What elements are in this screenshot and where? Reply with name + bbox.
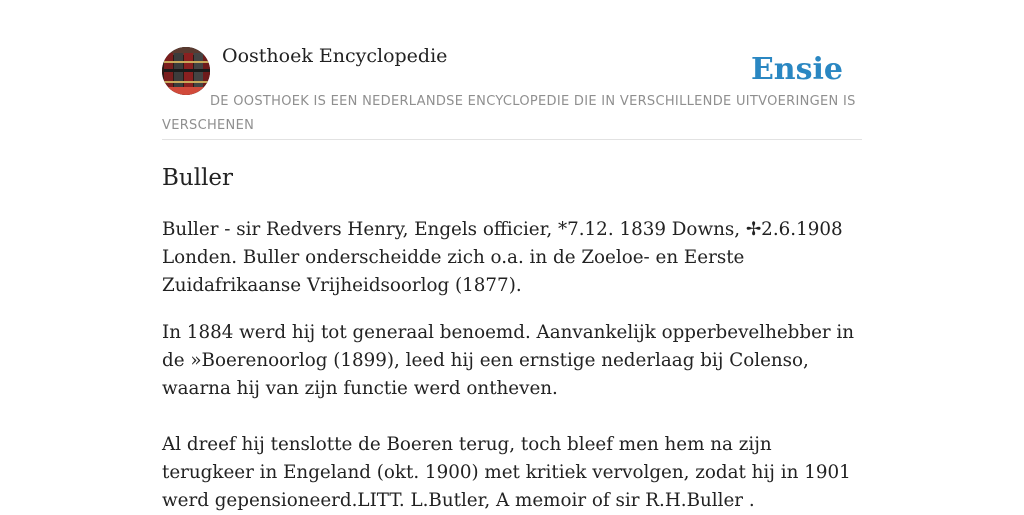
ensie-logo[interactable]: Ensie: [750, 52, 843, 87]
article-title: Buller: [162, 165, 234, 191]
article-paragraph: In 1884 werd hij tot generaal benoemd. Aanvankelijk opperbevelhebber in de »Boerenoorlog (1899), leed hij een ernstige nederlaag bij Colenso, waarna hij van zijn functie werd ontheven.: [162, 322, 855, 399]
source-tagline: DE OOSTHOEK IS EEN NEDERLANDSE ENCYCLOPEDIE DIE IN VERSCHILLENDE UITVOERINGEN IS VERSCHENEN: [162, 94, 856, 133]
source-name[interactable]: Oosthoek Encyclopedie: [222, 45, 448, 67]
source-header: [162, 0, 862, 140]
encyclopedia-books-icon[interactable]: [162, 47, 210, 95]
page-container: [162, 0, 862, 511]
article-paragraph: Al dreef hij tenslotte de Boeren terug, toch bleef men hem na zijn terugkeer in Engeland (okt. 1900) met kritiek vervolgen, zodat hij in 1901 werd gepensioneerd.LITT. L.Butler, A memoir of sir R.H.Buller .: [162, 434, 851, 511]
article-paragraph: Buller - sir Redvers Henry, Engels officier, *7.12. 1839 Downs, ✢2.6.1908 Londen. Buller onderscheidde zich o.a. in de Zoeloe- en Eerste Zuidafrikaanse Vrijheidsoorlog (1877).: [162, 219, 843, 296]
